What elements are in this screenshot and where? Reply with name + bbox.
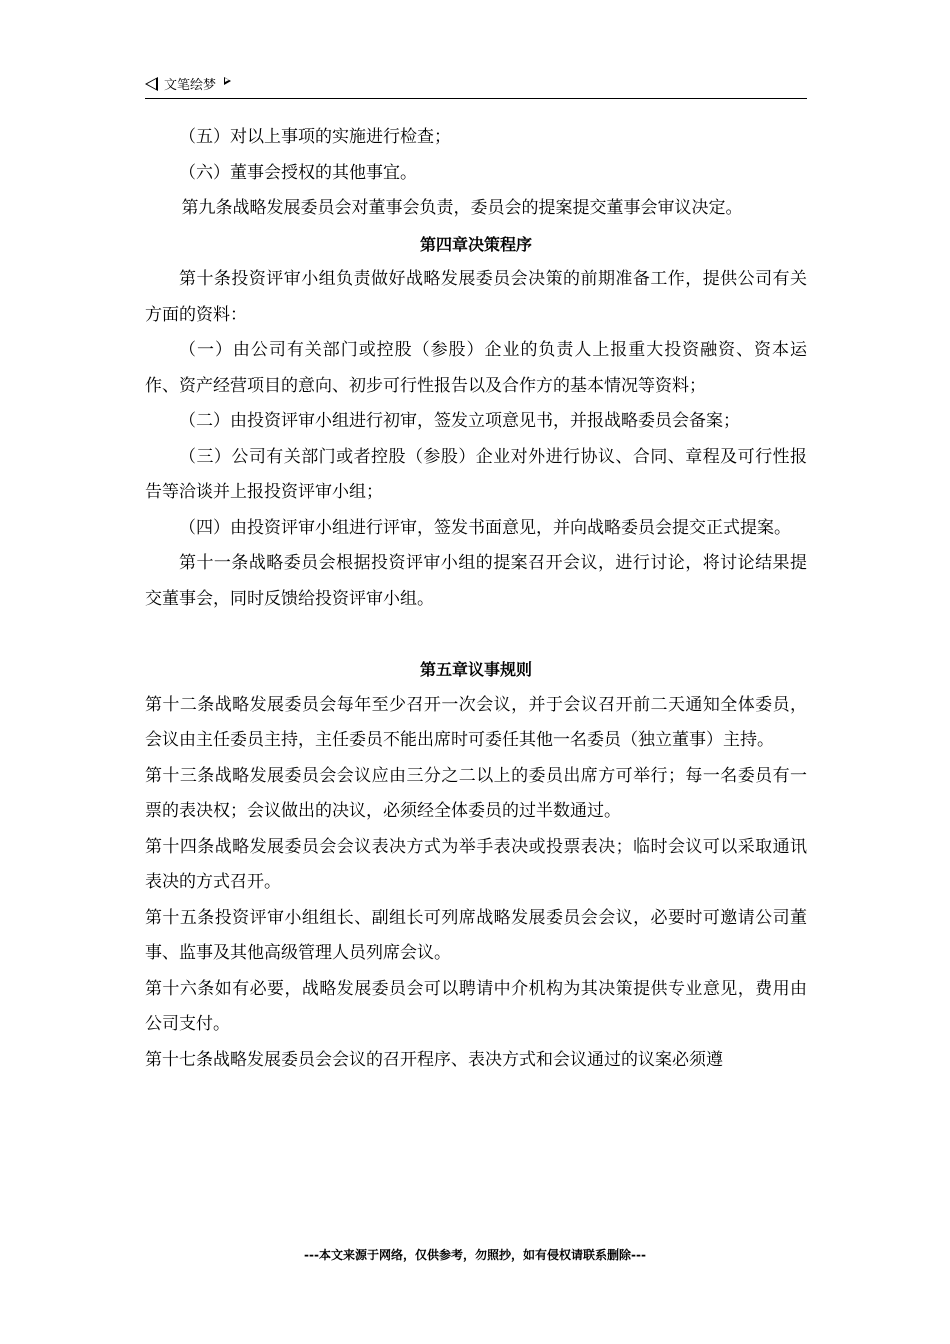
document-body (145, 120, 807, 1078)
paragraph: 第十四条战略发展委员会会议表决方式为举手表决或投票表决；临时会议可以采取通讯表决的方式召开。 (145, 836, 807, 892)
paragraph: （六）董事会授权的其他事宜。 (179, 162, 417, 183)
paragraph: 第十六条如有必要，战略发展委员会可以聘请中介机构为其决策提供专业意见，费用由公司支付。 (145, 978, 807, 1034)
page-footer: ---本文来源于网络，仅供参考，勿照抄，如有侵权请联系删除--- (304, 1248, 646, 1262)
header-logo (145, 74, 231, 93)
paragraph: 第十条投资评审小组负责做好战略发展委员会决策的前期准备工作，提供公司有关方面的资料： (145, 269, 807, 325)
paragraph: （一）由公司有关部门或控股（参股）企业的负责人上报重大投资融资、资本运作、资产经营项目的意向、初步可行性报告以及合作方的基本情况等资料； (145, 340, 807, 396)
paragraph: （四）由投资评审小组进行评审，签发书面意见，并向战略委员会提交正式提案。 (179, 517, 791, 538)
triangle-left-icon (145, 77, 158, 91)
paragraph: （五）对以上事项的实施进行检查； (179, 127, 451, 147)
paragraph: 第十二条战略发展委员会每年至少召开一次会议，并于会议召开前二天通知全体委员，会议由主任委员主持，主任委员不能出席时可委任其他一名委员（独立董事）主持。 (145, 694, 807, 750)
spacer (145, 617, 807, 652)
paragraph: 第十一条战略委员会根据投资评审小组的提案召开会议，进行讨论，将讨论结果提交董事会，同时反馈给投资评审小组。 (145, 553, 807, 609)
paragraph: （三）公司有关部门或者控股（参股）企业对外进行协议、合同、章程及可行性报告等洽谈并上报投资评审小组； (145, 446, 807, 502)
header-logo-text: 文笔绘梦 (164, 78, 217, 93)
paragraph: 第十三条战略发展委员会会议应由三分之二以上的委员出席方可举行；每一名委员有一票的表决权；会议做出的决议，必须经全体委员的过半数通过。 (145, 765, 807, 821)
chapter-title: 第四章决策程序 (419, 234, 532, 254)
page-header (145, 72, 807, 99)
paragraph: 第十七条战略发展委员会会议的召开程序、表决方式和会议通过的议案必须遵 (145, 1049, 723, 1070)
triangle-right-icon (224, 77, 231, 85)
paragraph: 第十五条投资评审小组组长、副组长可列席战略发展委员会会议，必要时可邀请公司董事、监事及其他高级管理人员列席会议。 (145, 907, 807, 963)
chapter-title: 第五章议事规则 (419, 660, 532, 679)
paragraph: （二）由投资评审小组进行初审，签发立项意见书，并报战略委员会备案； (179, 411, 740, 431)
paragraph: 第九条战略发展委员会对董事会负责，委员会的提案提交董事会审议决定。 (181, 198, 743, 218)
